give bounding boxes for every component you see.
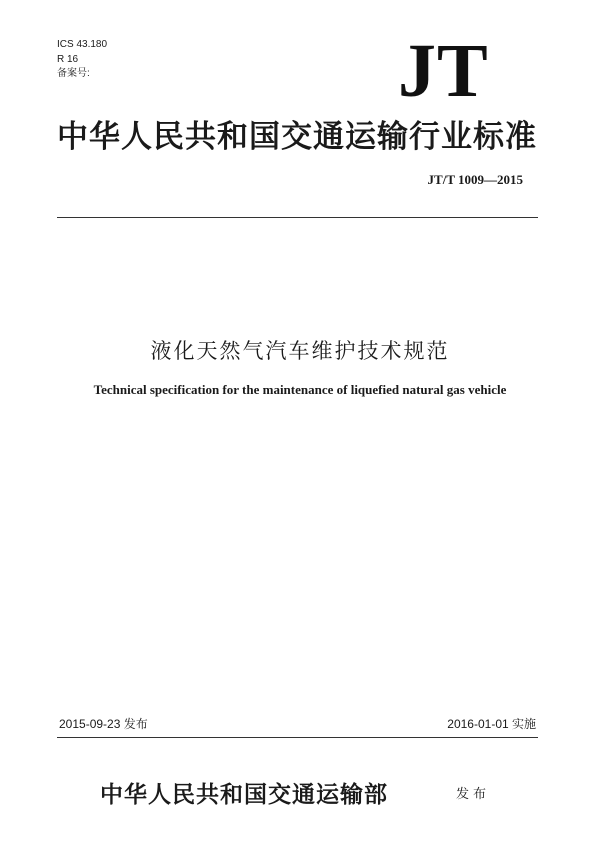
standard-title: 中华人民共和国交通运输行业标准: [57, 119, 537, 155]
implementation-date: 2016-01-01 实施: [447, 717, 536, 731]
header-divider: [57, 217, 538, 218]
footer-divider: [57, 737, 538, 738]
issue-date: 2015-09-23 发布: [59, 717, 148, 731]
standard-code: JT/T 1009—2015: [427, 172, 523, 187]
filing-number-label: 备案号:: [57, 68, 90, 79]
document-title-english: Technical specification for the maintenance of liquefied natural gas vehicle: [93, 382, 507, 397]
issuing-authority: 中华人民共和国交通运输部: [100, 782, 388, 808]
ics-code: ICS 43.180: [57, 39, 108, 50]
jt-logo: JT: [398, 42, 489, 100]
classification-code: R 16: [57, 54, 79, 65]
document-title-chinese: 液化天然气汽车维护技术规范: [150, 339, 450, 363]
issued-label: 发布: [456, 787, 491, 802]
